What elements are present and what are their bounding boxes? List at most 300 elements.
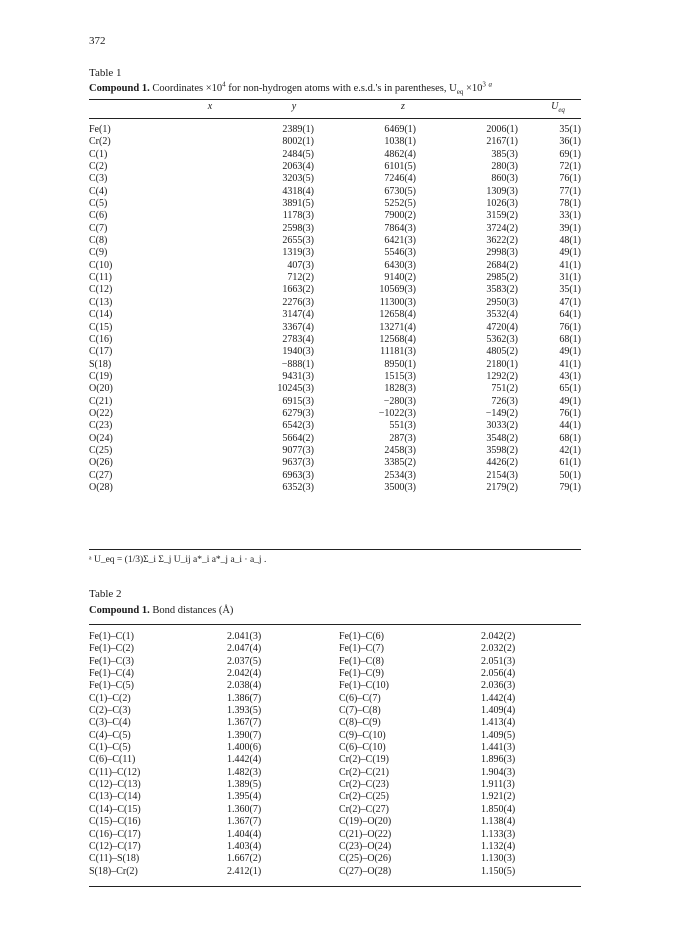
table1-cell-ueq: 64(1): [559, 309, 581, 321]
table1-cell-z: 3622(2): [486, 235, 518, 247]
table2-cell-distance-left: 1.395(4): [227, 791, 262, 803]
table2-cell-bond-right: C(23)–O(24): [339, 840, 392, 852]
table2-row: [89, 705, 581, 717]
table1-row: [89, 247, 581, 259]
table1-row: [89, 210, 581, 222]
table2-cell-distance-right: 2.032(2): [481, 643, 516, 655]
table1-cell-ueq: 49(1): [559, 346, 581, 358]
table1-cell-atom: Cr(2): [89, 136, 111, 148]
table1-cell-x: 1178(3): [282, 210, 314, 222]
table1-caption-tail: ×10: [463, 83, 483, 94]
table1-cell-z: 2180(1): [486, 358, 518, 370]
table2-cell-distance-right: 2.051(3): [481, 655, 516, 667]
table1-cell-ueq: 43(1): [559, 370, 581, 382]
table2-cell-distance-right: 1.442(4): [481, 692, 516, 704]
table1-row: [89, 173, 581, 185]
table2-cell-bond-left: S(18)–Cr(2): [89, 865, 138, 877]
table1-cell-x: 3147(4): [282, 309, 314, 321]
table1-cell-atom: Fe(1): [89, 124, 111, 135]
table1-cell-y: 11300(3): [379, 296, 416, 308]
table2-cell-distance-right: 1.130(3): [481, 853, 516, 865]
table1-cell-ueq: 72(1): [559, 161, 581, 173]
table1-row: [89, 198, 581, 210]
table1-row: [89, 149, 581, 161]
table2-cell-distance-left: 1.367(7): [227, 717, 262, 729]
table2-cell-bond-right: Cr(2)–C(19): [339, 754, 389, 766]
table1-cell-y: 7900(2): [384, 210, 416, 222]
table2-row: [89, 742, 581, 754]
table1-cell-z: 3548(2): [486, 432, 518, 444]
table1-cell-x: 1663(2): [282, 284, 314, 296]
table2-row: [89, 668, 581, 680]
table1-cell-y: 2458(3): [384, 444, 416, 456]
table2-row: [89, 754, 581, 766]
table1-cell-y: 4862(4): [384, 148, 416, 160]
table2-cell-bond-right: C(9)–C(10): [339, 729, 386, 741]
table2-cell-distance-right: 1.413(4): [481, 717, 516, 729]
table2-cell-distance-left: 1.403(4): [227, 840, 262, 852]
table1-caption-note-marker: a: [488, 80, 493, 89]
table1-cell-z: 751(2): [491, 383, 518, 395]
table2-cell-bond-left: C(6)–C(11): [89, 754, 136, 766]
table1-cell-z: 3532(4): [486, 309, 518, 321]
table1-row: [89, 396, 581, 408]
table1-row: [89, 136, 581, 148]
table1-cell-atom: C(1): [89, 148, 108, 160]
table2-cell-bond-right: Fe(1)–C(8): [339, 655, 384, 667]
table2-top-rule: [89, 624, 581, 625]
table1-cell-ueq: 61(1): [559, 457, 581, 469]
table2-row: [89, 643, 581, 655]
table2-cell-distance-left: 1.667(2): [227, 853, 262, 865]
table1-cell-z: 2985(2): [486, 272, 518, 284]
table1-body: [89, 124, 581, 494]
table1-cell-atom: C(16): [89, 333, 113, 345]
table1-cell-atom: C(7): [89, 222, 108, 234]
table1-cell-x: 3367(4): [282, 321, 314, 333]
table1-cell-x: 3891(5): [282, 198, 314, 210]
table2-cell-distance-left: 1.386(7): [227, 692, 262, 704]
table2-cell-distance-left: 1.390(7): [227, 729, 262, 741]
table1-cell-y: 12658(4): [379, 309, 416, 321]
table2-cell-bond-left: C(12)–C(13): [89, 779, 141, 791]
table1-cell-ueq: 50(1): [559, 469, 581, 481]
table2-cell-distance-right: 1.409(5): [481, 729, 516, 741]
table1-cell-atom: C(6): [89, 210, 108, 222]
table1-cell-y: 7864(3): [384, 222, 416, 234]
table2-row: [89, 730, 581, 742]
table1-cell-ueq: 35(1): [559, 124, 581, 135]
table1-cell-y: 7246(4): [384, 173, 416, 185]
table2-cell-bond-left: C(16)–C(17): [89, 828, 141, 840]
table2-cell-bond-left: Fe(1)–C(4): [89, 668, 134, 680]
table2-cell-distance-right: 2.036(3): [481, 680, 516, 692]
table2-cell-bond-right: Cr(2)–C(27): [339, 803, 389, 815]
table2-cell-distance-right: 2.056(4): [481, 668, 516, 680]
table1-bottom-rule: [89, 549, 581, 550]
page-number: 372: [89, 35, 106, 47]
table1-cell-z: 2167(1): [486, 136, 518, 148]
table1-cell-atom: C(3): [89, 173, 108, 185]
table1-cell-atom: O(24): [89, 432, 113, 444]
table2-cell-distance-left: 2.041(3): [227, 631, 262, 642]
table1-cell-ueq: 35(1): [559, 284, 581, 296]
table1-caption-exponent2: 3: [482, 80, 486, 89]
table2-cell-distance-right: 1.441(3): [481, 742, 516, 754]
table1-footnote: ᵃ U_eq = (1/3)Σ_i Σ_j U_ij a*_i a*_j a_i · a_j .: [89, 555, 267, 565]
table2-row: [89, 631, 581, 643]
table1-row: [89, 297, 581, 309]
table2-cell-bond-left: C(14)–C(15): [89, 803, 141, 815]
table1-row: [89, 272, 581, 284]
table1-col-x: x: [207, 101, 213, 112]
table1-cell-ueq: 77(1): [559, 185, 581, 197]
table2-row: [89, 767, 581, 779]
table1-cell-z: 4720(4): [486, 321, 518, 333]
table1-cell-atom: C(9): [89, 247, 108, 259]
table1-row: [89, 235, 581, 247]
table2-cell-distance-left: 1.404(4): [227, 828, 262, 840]
table1-cell-ueq: 39(1): [559, 222, 581, 234]
table2-cell-bond-right: C(25)–O(26): [339, 853, 392, 865]
table1-col-z: z: [401, 101, 405, 112]
table1-cell-z: 1026(3): [486, 198, 518, 210]
table1-cell-y: −1022(3): [378, 407, 416, 419]
table2-cell-bond-left: C(12)–C(17): [89, 840, 141, 852]
table2-cell-bond-left: Fe(1)–C(1): [89, 631, 134, 642]
table1-cell-atom: C(5): [89, 198, 108, 210]
table2-cell-distance-left: 2.047(4): [227, 643, 262, 655]
table1-row: [89, 260, 581, 272]
table1-cell-z: 726(3): [491, 395, 518, 407]
table2-cell-distance-right: 1.409(4): [481, 705, 516, 717]
table1-cell-x: −888(1): [281, 358, 314, 370]
table1-cell-y: 11181(3): [380, 346, 416, 358]
table1-cell-z: 1292(2): [486, 370, 518, 382]
table1-cell-ueq: 76(1): [559, 407, 581, 419]
table2-caption-text: Bond distances (Å): [152, 605, 234, 616]
table1-cell-y: 6101(5): [384, 161, 416, 173]
table2-cell-bond-left: C(11)–S(18): [89, 853, 140, 865]
table1-cell-x: 10245(3): [277, 383, 314, 395]
table2-cell-bond-right: C(19)–O(20): [339, 816, 392, 828]
table1-cell-x: 6352(3): [282, 481, 314, 493]
table1-cell-z: −149(2): [485, 407, 518, 419]
table2-cell-bond-left: Fe(1)–C(2): [89, 643, 134, 655]
table1-cell-x: 2063(4): [282, 161, 314, 173]
table1-cell-x: 5664(2): [282, 432, 314, 444]
table1-cell-atom: C(27): [89, 469, 113, 481]
table1-row: [89, 346, 581, 358]
table1-caption-rest: for non-hydrogen atoms with e.s.d.'s in parentheses, U: [225, 83, 457, 94]
table1-row: [89, 124, 581, 136]
table1-row: [89, 334, 581, 346]
table1-row: [89, 161, 581, 173]
table1-row: [89, 186, 581, 198]
table1-cell-z: 4805(2): [486, 346, 518, 358]
table1-caption-text: Coordinates ×10: [152, 83, 223, 94]
table2-cell-bond-right: Cr(2)–C(25): [339, 791, 389, 803]
table1-row: [89, 371, 581, 383]
table1-cell-ueq: 65(1): [559, 383, 581, 395]
table1-cell-z: 860(3): [491, 173, 518, 185]
table1-row: [89, 420, 581, 432]
table1-cell-atom: C(2): [89, 161, 108, 173]
table2-cell-distance-left: 1.360(7): [227, 803, 262, 815]
table2-cell-bond-left: C(15)–C(16): [89, 816, 141, 828]
table1-cell-ueq: 41(1): [559, 259, 581, 271]
table1-cell-z: 2006(1): [486, 124, 518, 135]
table1-cell-atom: C(10): [89, 259, 113, 271]
table1-cell-x: 9431(3): [282, 370, 314, 382]
table1-cell-atom: O(26): [89, 457, 113, 469]
table2-cell-bond-right: C(27)–O(28): [339, 865, 392, 877]
table2-cell-distance-left: 1.400(6): [227, 742, 262, 754]
table1-cell-ueq: 76(1): [559, 321, 581, 333]
table1-cell-atom: C(19): [89, 370, 113, 382]
table1-cell-x: 2783(4): [282, 333, 314, 345]
table1-row: [89, 408, 581, 420]
table1-cell-x: 407(3): [287, 259, 314, 271]
table1-cell-ueq: 76(1): [559, 173, 581, 185]
table1-caption-subscript: eq: [456, 88, 464, 97]
table1-row: [89, 470, 581, 482]
table2-cell-distance-left: 2.042(4): [227, 668, 262, 680]
table2-bottom-rule: [89, 886, 581, 887]
table1-cell-z: 3598(2): [486, 444, 518, 456]
table2-row: [89, 866, 581, 878]
table2-cell-distance-right: 1.132(4): [481, 840, 516, 852]
table1-row: [89, 223, 581, 235]
table2-cell-bond-right: Fe(1)–C(6): [339, 631, 384, 642]
table1-cell-ueq: 68(1): [559, 333, 581, 345]
table1-cell-z: 3159(2): [486, 210, 518, 222]
table2-row: [89, 779, 581, 791]
table1-cell-z: 3033(2): [486, 420, 518, 432]
table1-cell-x: 712(2): [287, 272, 314, 284]
table1-cell-x: 6963(3): [282, 469, 314, 481]
table1-cell-z: 2998(3): [486, 247, 518, 259]
table2-cell-bond-right: C(6)–C(7): [339, 692, 381, 704]
table2-cell-bond-right: Fe(1)–C(10): [339, 680, 389, 692]
table2-cell-bond-right: C(8)–C(9): [339, 717, 381, 729]
table1-cell-y: 12568(4): [379, 333, 416, 345]
table2-cell-bond-left: Fe(1)–C(5): [89, 680, 134, 692]
table1-cell-x: 9637(3): [282, 457, 314, 469]
table2-cell-distance-right: 1.896(3): [481, 754, 516, 766]
table1-cell-atom: O(28): [89, 481, 113, 493]
table2-cell-distance-right: 1.138(4): [481, 816, 516, 828]
table2-cell-bond-right: Cr(2)–C(21): [339, 766, 389, 778]
table1-cell-x: 9077(3): [282, 444, 314, 456]
table1-cell-ueq: 49(1): [559, 395, 581, 407]
table1-cell-y: 6469(1): [384, 124, 416, 135]
table2-row: [89, 804, 581, 816]
table1-cell-ueq: 69(1): [559, 148, 581, 160]
table2-cell-distance-right: 2.042(2): [481, 631, 516, 642]
table2-cell-bond-right: Fe(1)–C(7): [339, 643, 384, 655]
table1-cell-y: 1828(3): [384, 383, 416, 395]
table1-cell-ueq: 78(1): [559, 198, 581, 210]
table1-cell-z: 2950(3): [486, 296, 518, 308]
table1-cell-y: 551(3): [389, 420, 416, 432]
table2-cell-distance-left: 2.037(5): [227, 655, 262, 667]
table1-row: [89, 457, 581, 469]
table2-row: [89, 841, 581, 853]
table1-cell-x: 3203(5): [282, 173, 314, 185]
table1-top-rule: [89, 99, 581, 100]
table1-cell-ueq: 49(1): [559, 247, 581, 259]
table1-cell-x: 1940(3): [282, 346, 314, 358]
table1-cell-atom: C(4): [89, 185, 108, 197]
table1-row: [89, 445, 581, 457]
table1-cell-atom: C(11): [89, 272, 112, 284]
table1-cell-y: 3500(3): [384, 481, 416, 493]
table1-cell-x: 2655(3): [282, 235, 314, 247]
table2-cell-bond-right: Cr(2)–C(23): [339, 779, 389, 791]
table2-cell-distance-left: 2.412(1): [227, 865, 262, 877]
table2-cell-distance-right: 1.850(4): [481, 803, 516, 815]
table2-row: [89, 853, 581, 865]
table2-cell-bond-left: C(4)–C(5): [89, 729, 131, 741]
table1-cell-ueq: 42(1): [559, 444, 581, 456]
table2-cell-distance-right: 1.904(3): [481, 766, 516, 778]
table1-row: [89, 322, 581, 334]
table1-cell-y: 6421(3): [384, 235, 416, 247]
table1-cell-x: 2598(3): [282, 222, 314, 234]
table1-cell-y: −280(3): [383, 395, 416, 407]
table2-cell-bond-right: C(6)–C(10): [339, 742, 386, 754]
table2-cell-bond-left: C(1)–C(2): [89, 692, 131, 704]
table1-caption: [89, 80, 493, 97]
table1-cell-atom: C(8): [89, 235, 108, 247]
table1-cell-ueq: 36(1): [559, 136, 581, 148]
table1-cell-atom: S(18): [89, 358, 112, 370]
table1-cell-z: 5362(3): [486, 333, 518, 345]
table1-cell-y: 2534(3): [384, 469, 416, 481]
table2-row: [89, 816, 581, 828]
table2-row: [89, 791, 581, 803]
table2-cell-bond-left: Fe(1)–C(3): [89, 655, 134, 667]
table2-cell-distance-right: 1.921(2): [481, 791, 516, 803]
table2-row: [89, 829, 581, 841]
table1-cell-z: 4426(2): [486, 457, 518, 469]
table2-cell-distance-left: 2.038(4): [227, 680, 262, 692]
table1-cell-atom: O(20): [89, 383, 113, 395]
table2-cell-distance-left: 1.389(5): [227, 779, 262, 791]
table1-head-rule: [89, 118, 581, 119]
table1-cell-y: 5546(3): [384, 247, 416, 259]
table1-cell-y: 5252(5): [384, 198, 416, 210]
table1-cell-atom: C(17): [89, 346, 113, 358]
table1-cell-x: 1319(3): [282, 247, 314, 259]
table2-body: [89, 631, 581, 878]
table1-cell-atom: C(15): [89, 321, 113, 333]
table1-cell-x: 8002(1): [282, 136, 314, 148]
table2-row: [89, 693, 581, 705]
table1-cell-y: 8950(1): [384, 358, 416, 370]
table2-cell-distance-left: 1.482(3): [227, 766, 262, 778]
table1-cell-y: 9140(2): [384, 272, 416, 284]
table2-cell-distance-right: 1.133(3): [481, 828, 516, 840]
table1-cell-z: 1309(3): [486, 185, 518, 197]
table1-cell-y: 6730(5): [384, 185, 416, 197]
table1-cell-atom: C(21): [89, 395, 113, 407]
table1-cell-z: 2154(3): [486, 469, 518, 481]
table2-cell-bond-right: C(21)–O(22): [339, 828, 392, 840]
table1-cell-y: 10569(3): [379, 284, 416, 296]
table1-cell-z: 385(3): [491, 148, 518, 160]
table2-label: Table 2: [89, 588, 122, 600]
table2-cell-bond-left: C(11)–C(12): [89, 766, 141, 778]
table1-cell-y: 287(3): [389, 432, 416, 444]
table1-cell-y: 13271(4): [379, 321, 416, 333]
table2-row: [89, 656, 581, 668]
table1-row: [89, 482, 581, 494]
table1-cell-z: 280(3): [491, 161, 518, 173]
table1-caption-compound: Compound 1.: [89, 83, 150, 94]
table2-cell-bond-left: C(3)–C(4): [89, 717, 131, 729]
table1-col-y: y: [291, 101, 297, 112]
table1-cell-z: 2684(2): [486, 259, 518, 271]
table2-cell-distance-left: 1.367(7): [227, 816, 262, 828]
table1-cell-atom: C(23): [89, 420, 113, 432]
table1-cell-y: 6430(3): [384, 259, 416, 271]
table2-cell-distance-right: 1.911(3): [481, 779, 515, 791]
table1-cell-x: 2484(5): [282, 148, 314, 160]
table1-cell-z: 2179(2): [486, 481, 518, 493]
table2-caption-compound: Compound 1.: [89, 605, 150, 616]
table1-cell-x: 2276(3): [282, 296, 314, 308]
table1-row: [89, 284, 581, 296]
table1-row: [89, 383, 581, 395]
table1-cell-z: 3724(2): [486, 222, 518, 234]
table1-cell-y: 3385(2): [384, 457, 416, 469]
table1-row: [89, 309, 581, 321]
table1-cell-ueq: 33(1): [559, 210, 581, 222]
table1-col-ueq: $U_{eq}$: [551, 101, 565, 114]
table1-cell-atom: C(12): [89, 284, 113, 296]
table1-label: Table 1: [89, 67, 122, 79]
table1-cell-ueq: 68(1): [559, 432, 581, 444]
table1-cell-x: 6279(3): [282, 407, 314, 419]
table1-cell-ueq: 48(1): [559, 235, 581, 247]
table1-cell-ueq: 44(1): [559, 420, 581, 432]
table1-cell-ueq: 31(1): [559, 272, 581, 284]
table1-cell-atom: O(22): [89, 407, 113, 419]
table1-cell-ueq: 41(1): [559, 358, 581, 370]
table2-cell-bond-left: C(1)–C(5): [89, 742, 131, 754]
table1-cell-ueq: 79(1): [559, 481, 581, 493]
table2-cell-bond-left: C(13)–C(14): [89, 791, 141, 803]
table1-cell-x: 6915(3): [282, 395, 314, 407]
table2-caption: [89, 605, 233, 616]
table1-cell-ueq: 47(1): [559, 296, 581, 308]
table2-cell-bond-left: C(2)–C(3): [89, 705, 131, 717]
table1-cell-z: 3583(2): [486, 284, 518, 296]
table1-cell-y: 1038(1): [384, 136, 416, 148]
table2-cell-bond-right: Fe(1)–C(9): [339, 668, 384, 680]
table2-cell-bond-right: C(7)–C(8): [339, 705, 381, 717]
table1-caption-exponent: 4: [222, 80, 226, 89]
table2-row: [89, 717, 581, 729]
table1-cell-atom: C(14): [89, 309, 113, 321]
table2-row: [89, 680, 581, 692]
table2-cell-distance-left: 1.393(5): [227, 705, 262, 717]
table1-cell-atom: C(25): [89, 444, 113, 456]
table1-cell-x: 2389(1): [282, 124, 314, 135]
table2-cell-distance-right: 1.150(5): [481, 865, 516, 877]
